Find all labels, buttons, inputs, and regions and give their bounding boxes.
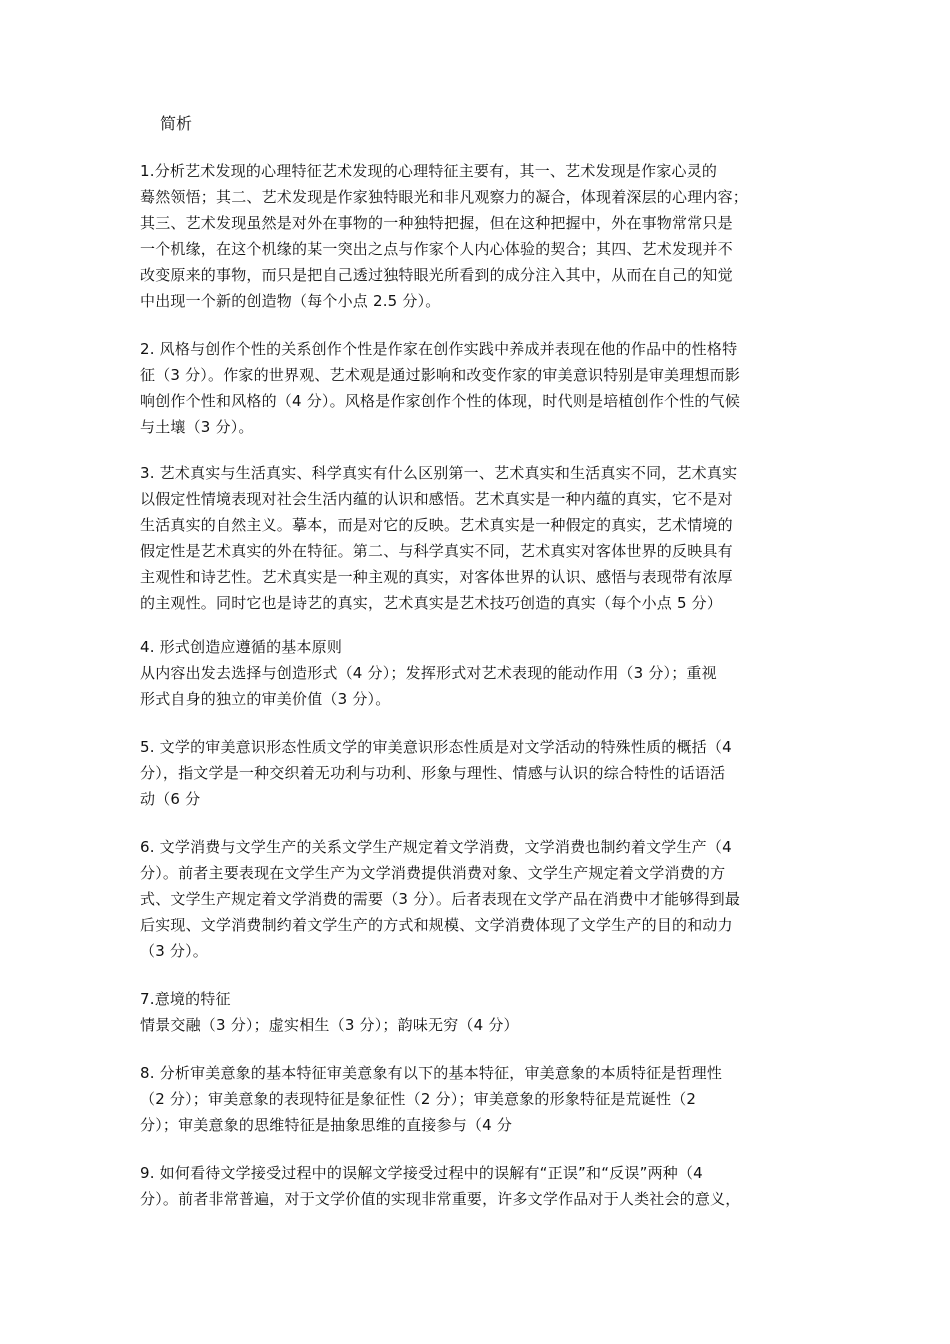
paragraph-line: 6. 文学消费与文学生产的关系文学生产规定着文学消费，文学消费也制约着文学生产（4 [140,838,732,856]
paragraph-line: （2 分）；审美意象的表现特征是象征性（2 分）；审美意象的形象特征是荒诞性（2 [140,1090,697,1108]
paragraph-line: 征（3 分）。作家的世界观、艺术观是通过影响和改变作家的审美意识特别是审美理想而影 [140,366,741,384]
paragraph-line: 以假定性情境表现对社会生活内蕴的认识和感悟。艺术真实是一种内蕴的真实，它不是对 [140,490,733,508]
paragraph-line: 4. 形式创造应遵循的基本原则 [140,638,343,656]
paragraph-line: 分）。前者主要表现在文学生产为文学消费提供消费对象、文学生产规定着文学消费的方 [140,864,726,882]
paragraph-line: 的主观性。同时它也是诗艺的真实，艺术真实是艺术技巧创造的真实（每个小点 5 分） [140,594,723,612]
section-heading: 简析 [160,114,193,133]
paragraph-line: 3. 艺术真实与生活真实、科学真实有什么区别第一、艺术真实和生活真实不同，艺术真实 [140,464,738,482]
paragraph-line: 8. 分析审美意象的基本特征审美意象有以下的基本特征，审美意象的本质特征是哲理性 [140,1064,723,1082]
paragraph-7 [140,986,820,1038]
paragraph-line: 一个机缘，在这个机缘的某一突出之点与作家个人内心体验的契合；其四、艺术发现并不 [140,240,733,258]
paragraph-line: 分），指文学是一种交织着无功利与功利、形象与理性、情感与认识的综合特性的话语活 [140,764,726,782]
paragraph-line: 分）；审美意象的思维特征是抽象思维的直接参与（4 分 [140,1116,513,1134]
paragraph-line: 蓦然领悟；其二、艺术发现是作家独特眼光和非凡观察力的凝合，体现着深层的心理内容； [140,188,749,206]
paragraph-5 [140,734,820,812]
paragraph-line: 动（6 分 [140,790,201,808]
paragraph-line: 中出现一个新的创造物（每个小点 2.5 分）。 [140,292,441,310]
paragraph-line: 生活真实的自然主义。摹本，而是对它的反映。艺术真实是一种假定的真实，艺术情境的 [140,516,733,534]
paragraph-line: 与土壤（3 分）。 [140,418,254,436]
paragraph-line: 式、文学生产规定着文学消费的需要（3 分）。后者表现在文学产品在消费中才能够得到最 [140,890,741,908]
paragraph-8 [140,1060,820,1138]
paragraph-line: 9. 如何看待文学接受过程中的误解文学接受过程中的误解有“正误”和“反误”两种（4 [140,1164,703,1182]
paragraph-line: （3 分）。 [140,942,209,960]
paragraph-3 [140,460,820,616]
paragraph-line: 从内容出发去选择与创造形式（4 分）；发挥形式对艺术表现的能动作用（3 分）；重视 [140,664,717,682]
paragraph-line: 分）。前者非常普遍，对于文学价值的实现非常重要，许多文学作品对于人类社会的意义， [140,1190,741,1208]
paragraph-2 [140,336,820,440]
paragraph-6 [140,834,820,964]
paragraph-line: 其三、艺术发现虽然是对外在事物的一种独特把握，但在这种把握中，外在事物常常只是 [140,214,733,232]
paragraph-line: 后实现、文学消费制约着文学生产的方式和规模、文学消费体现了文学生产的目的和动力 [140,916,733,934]
paragraph-line: 响创作个性和风格的（4 分）。风格是作家创作个性的体现，时代则是培植创作个性的气候 [140,392,741,410]
paragraph-line: 5. 文学的审美意识形态性质文学的审美意识形态性质是对文学活动的特殊性质的概括（4 [140,738,732,756]
paragraph-line: 改变原来的事物，而只是把自己透过独特眼光所看到的成分注入其中，从而在自己的知觉 [140,266,733,284]
paragraph-line: 2. 风格与创作个性的关系创作个性是作家在创作实践中养成并表现在他的作品中的性格特 [140,340,738,358]
paragraph-line: 情景交融（3 分）；虚实相生（3 分）；韵味无穷（4 分） [140,1016,519,1034]
paragraph-line: 1.分析艺术发现的心理特征艺术发现的心理特征主要有，其一、艺术发现是作家心灵的 [140,162,718,180]
paragraph-line: 假定性是艺术真实的外在特征。第二、与科学真实不同，艺术真实对客体世界的反映具有 [140,542,733,560]
paragraph-line: 主观性和诗艺性。艺术真实是一种主观的真实，对客体世界的认识、感悟与表现带有浓厚 [140,568,733,586]
paragraph-line: 形式自身的独立的审美价值（3 分）。 [140,690,391,708]
paragraph-line: 7.意境的特征 [140,990,231,1008]
paragraph-9 [140,1160,820,1212]
paragraph-4 [140,634,820,712]
paragraph-1 [140,158,820,314]
